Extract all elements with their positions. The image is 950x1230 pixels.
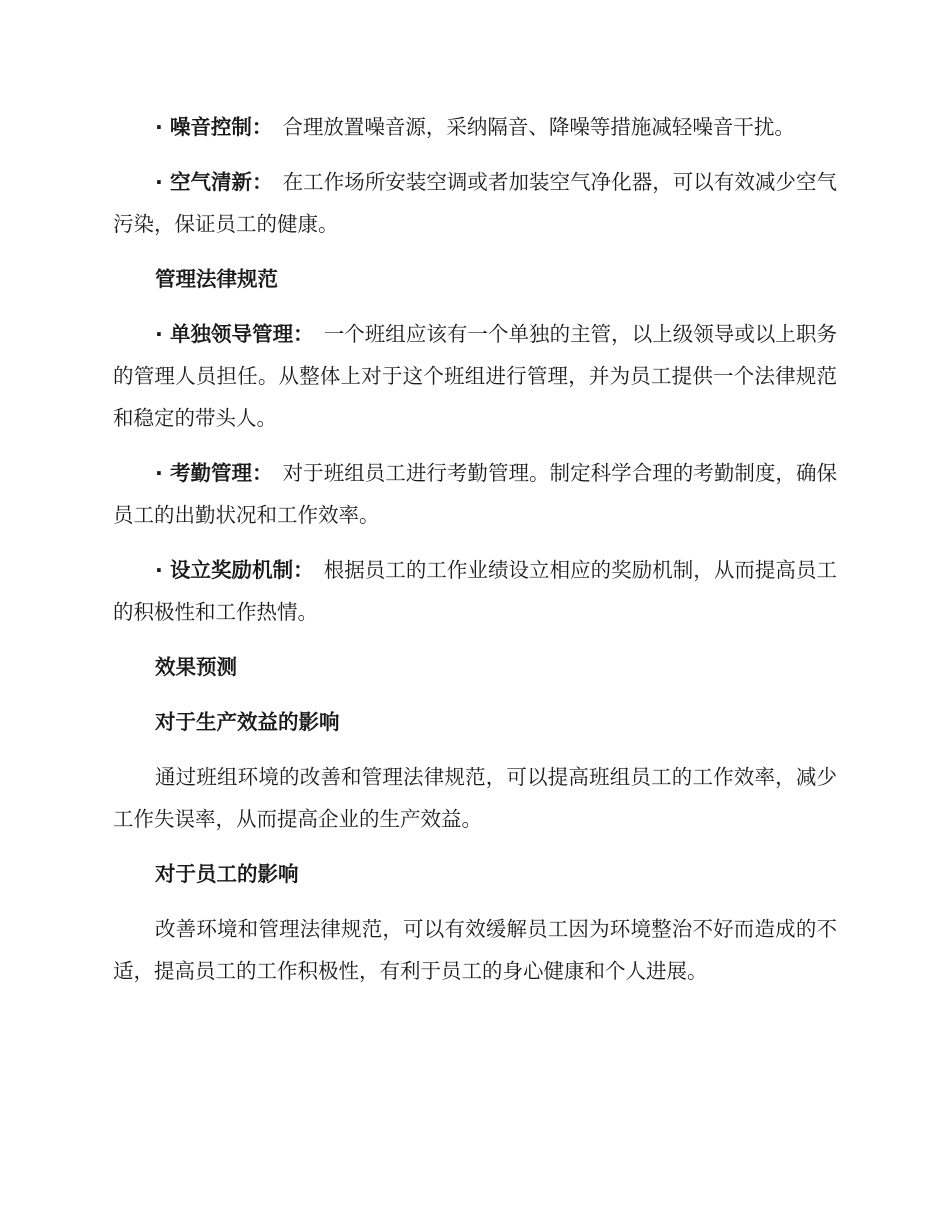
paragraph-employee-impact: 改善环境和管理法律规范，可以有效缓解员工因为环境整治不好而造成的不适，提高员工的工作积极性，有利于员工的身心健康和个人进展。	[113, 917, 837, 983]
bullet-label: · 考勤管理：	[155, 461, 273, 485]
bullet-text: 对于班组员工进行考勤管理。制定科学合理的考勤制度，确保员工的出勤状况和工作效率。	[113, 461, 837, 527]
subheading-production-impact: 对于生产效益的影响	[155, 710, 340, 734]
bullet-label: · 单独领导管理：	[155, 322, 314, 346]
bullet-text: 在工作场所安装空调或者加装空气净化器，可以有效减少空气污染，保证员工的健康。	[113, 170, 837, 236]
bullet-label: · 噪音控制：	[155, 115, 273, 139]
bullet-text: 一个班组应该有一个单独的主管，以上级领导或以上职务的管理人员担任。从整体上对于这个班组进行管理，并为员工提供一个法律规范和稳定的带头人。	[113, 322, 837, 430]
subheading-employee-impact: 对于员工的影响	[155, 862, 299, 886]
bullet-text: 根据员工的工作业绩设立相应的奖励机制，从而提高员工的积极性和工作热情。	[113, 558, 837, 624]
bullet-text: 合理放置噪音源，采纳隔音、降噪等措施减轻噪音干扰。	[282, 115, 795, 139]
bullet-attendance	[113, 452, 837, 536]
bullet-rewards	[113, 549, 837, 633]
document-page	[113, 106, 837, 1005]
bullet-fresh-air	[113, 161, 837, 245]
bullet-label: · 设立奖励机制：	[155, 558, 314, 582]
paragraph-production-impact: 通过班组环境的改善和管理法律规范，可以提高班组员工的工作效率，减少工作失误率，从而提高企业的生产效益。	[113, 765, 837, 831]
bullet-single-leadership	[113, 313, 837, 439]
bullet-noise-control	[113, 106, 837, 148]
section-heading-management: 管理法律规范	[155, 267, 278, 291]
bullet-label: · 空气清新：	[155, 170, 273, 194]
section-heading-effect-forecast: 效果预测	[155, 655, 237, 679]
